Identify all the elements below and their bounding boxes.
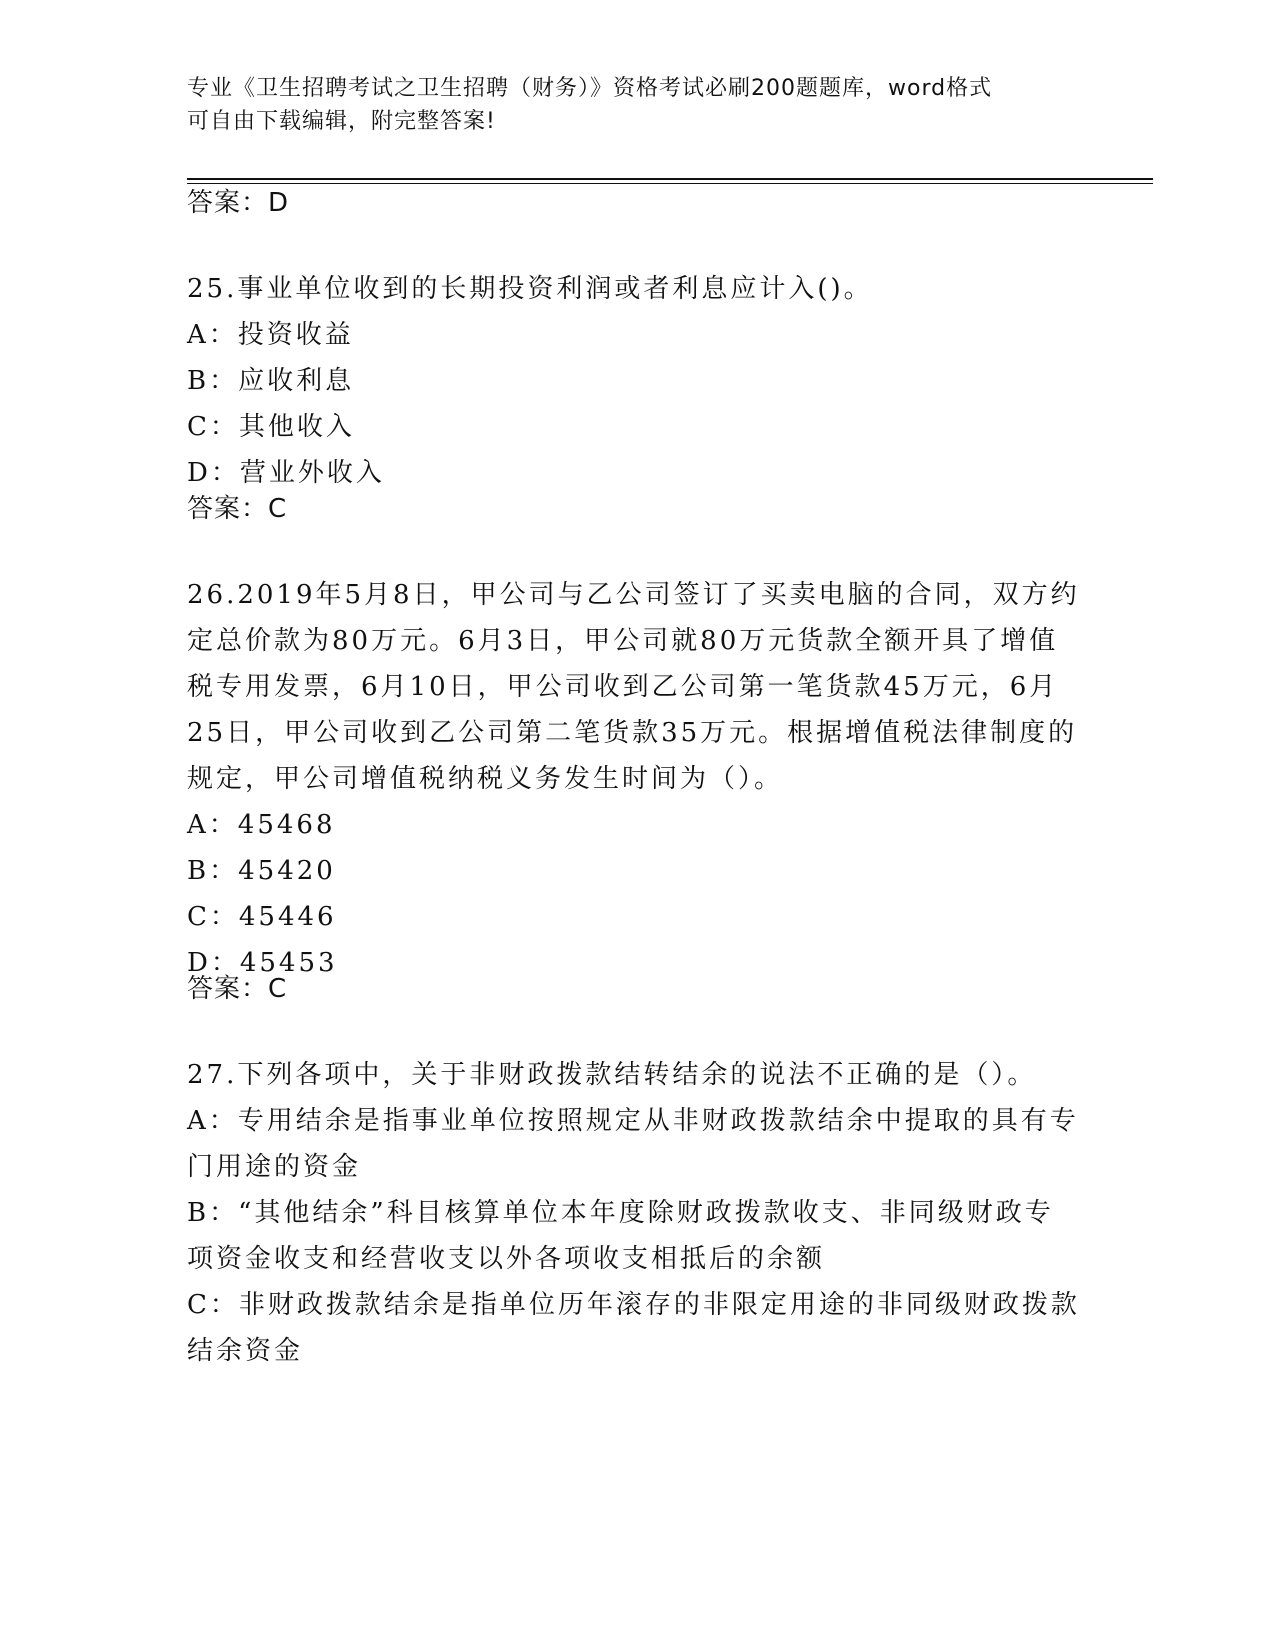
header-line-1: 专业《卫生招聘考试之卫生招聘（财务）》资格考试必刷200题题库，word格式 xyxy=(187,76,993,101)
option-a-line-2: 门用途的资金 xyxy=(187,1152,362,1182)
option-a-line-1: A：专用结余是指事业单位按照规定从非财政拨款结余中提取的具有专 xyxy=(187,1106,1079,1136)
question-stem-line: 规定，甲公司增值税纳税义务发生时间为（）。 xyxy=(187,764,784,794)
document-header xyxy=(187,72,1077,138)
option-c: C：45446 xyxy=(187,902,337,932)
question-25-answer: 答案：C xyxy=(187,494,288,524)
option-c: C：其他收入 xyxy=(187,412,355,442)
option-b-line-1: B：“其他结余”科目核算单位本年度除财政拨款收支、非同级财政专 xyxy=(187,1198,1054,1228)
option-b-line-2: 项资金收支和经营收支以外各项收支相抵后的余额 xyxy=(187,1244,826,1274)
header-line-2: 可自由下载编辑，附完整答案! xyxy=(187,109,496,134)
option-a: A：投资收益 xyxy=(187,320,354,350)
question-stem-line: 26.2019年5月8日，甲公司与乙公司签订了买卖电脑的合同，双方约 xyxy=(187,580,1080,610)
option-c-line-1: C：非财政拨款结余是指单位历年滚存的非限定用途的非同级财政拨款 xyxy=(187,1290,1080,1320)
question-stem-line: 25日，甲公司收到乙公司第二笔货款35万元。根据增值税法律制度的 xyxy=(187,718,1078,748)
question-stem-line: 税专用发票，6月10日，甲公司收到乙公司第一笔货款45万元，6月 xyxy=(187,672,1059,702)
option-d: D：营业外收入 xyxy=(187,458,385,488)
question-stem-line: 定总价款为80万元。6月3日，甲公司就80万元货款全额开具了增值 xyxy=(187,626,1059,656)
question-26 xyxy=(187,572,1087,986)
option-b: B：应收利息 xyxy=(187,366,355,396)
question-26-answer: 答案：C xyxy=(187,974,288,1004)
question-27 xyxy=(187,1052,1087,1374)
option-d: D：45453 xyxy=(187,948,338,978)
header-divider-thick xyxy=(187,178,1153,180)
option-c-line-2: 结余资金 xyxy=(187,1336,304,1366)
header-divider-thin xyxy=(187,183,1153,184)
question-25 xyxy=(187,266,1087,496)
option-b: B：45420 xyxy=(187,856,336,886)
previous-answer: 答案：D xyxy=(187,188,290,218)
option-a: A：45468 xyxy=(187,810,336,840)
question-stem: 25.事业单位收到的长期投资利润或者利息应计入()。 xyxy=(187,274,873,304)
question-stem: 27.下列各项中，关于非财政拨款结转结余的说法不正确的是（）。 xyxy=(187,1060,1037,1090)
